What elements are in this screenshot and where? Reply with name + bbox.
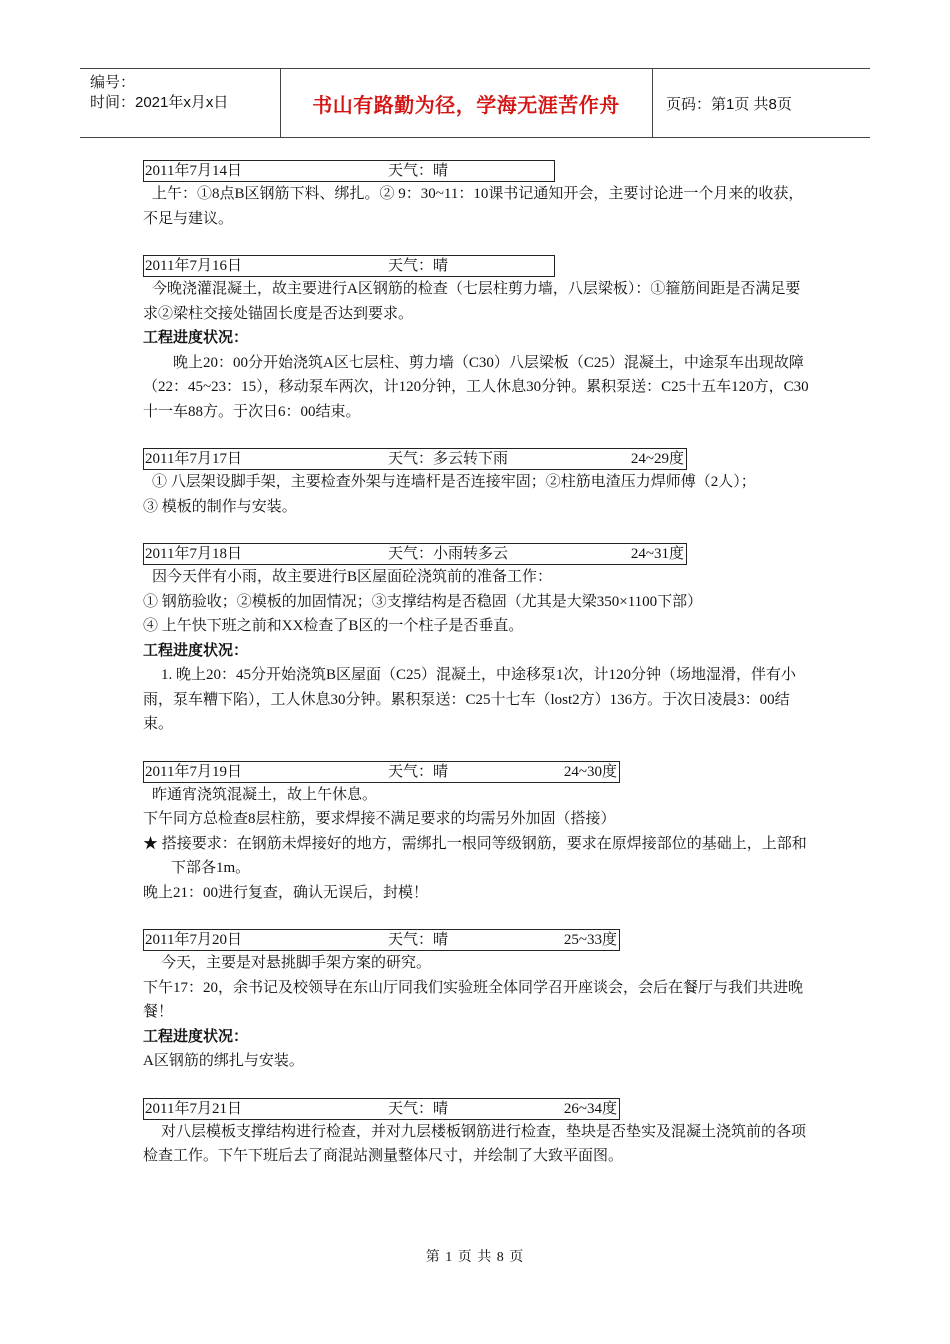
number-label: 编号： — [90, 74, 136, 91]
entry-temperature: 24~31度 — [630, 546, 684, 562]
header-meta — [90, 73, 228, 113]
entry-paragraph: ③ 模板的制作与安装。 — [143, 498, 297, 515]
entry-paragraph: 下午同方总检查8层柱筋，要求焊接不满足要求的均需另外加固（搭接） — [143, 811, 616, 827]
entry-temperature: 25~33度 — [563, 932, 617, 948]
entry-weather: 天气：晴 — [388, 258, 449, 274]
entry-temperature: 26~34度 — [563, 1100, 617, 1117]
entry-paragraph: 晚上20：00分开始浇筑A区七层柱、剪力墙（C30）八层梁板（C25）混凝土，中途泵车出现故障（22：45~23：15），移动泵车两次，计120分钟，工人休息30分钟。累积泵送：C25十五车120方，C30十一车88方。于次日6：00结束。 — [143, 354, 809, 420]
entry-paragraph: 晚上21：00进行复查，确认无误后，封模！ — [143, 884, 429, 901]
section-heading: 工程进度状况： — [143, 1027, 249, 1045]
entry-paragraph: A区钢筋的绑扎与安装。 — [143, 1053, 304, 1069]
entry-date-box — [143, 1098, 620, 1120]
entry-paragraph: 下午17：20，余书记及校领导在东山厅同我们实验班全体同学召开座谈会，会后在餐厅与我们共进晚餐！ — [143, 979, 804, 1020]
entry-date: 2011年7月18日 — [145, 546, 242, 562]
entry-weather: 天气：晴 — [388, 1100, 449, 1117]
entry-date-box — [143, 761, 620, 783]
time-label: 时间：2021年x月x日 — [90, 94, 229, 111]
entry-paragraph: 今晚浇灌混凝土，故主要进行A区钢筋的检查（七层柱剪力墙，八层梁板）：①箍筋间距是否满足要求②梁柱交接处锚固长度是否达到要求。 — [143, 281, 801, 322]
entry-date-box — [143, 448, 687, 470]
entry-paragraph: ★ 搭接要求：在钢筋未焊接好的地方，需绑扎一根同等级钢筋，要求在原焊接部位的基础上，上部和下部各1m。 — [143, 835, 807, 876]
entry-date-box — [143, 160, 555, 182]
entry-weather: 天气：晴 — [388, 932, 449, 948]
entry-temperature: 24~29度 — [630, 451, 684, 467]
header-divider — [652, 69, 653, 137]
entry-paragraph: 上午：①8点B区钢筋下料、绑扎。② 9：30~11：10课书记通知开会，主要讨论进一个月来的收获，不足与建议。 — [143, 186, 804, 227]
section-heading: 工程进度状况： — [143, 641, 249, 659]
entry-paragraph: 今天，主要是对悬挑脚手架方案的研究。 — [161, 955, 432, 971]
diary-content — [143, 160, 813, 1169]
entry-paragraph: 1. 晚上20：45分开始浇筑B区屋面（C25）混凝土，中途移泵1次，计120分钟（场地湿滑，伴有小雨，泵车糟下陷），工人休息30分钟。累积泵送：C25十七车（lost2方）136方。于次日凌晨3：00结束。 — [143, 667, 797, 732]
entry-date: 2011年7月14日 — [145, 163, 242, 179]
entry-weather: 天气：小雨转多云 — [388, 546, 509, 562]
entry-temperature: 24~30度 — [563, 763, 617, 780]
entry-paragraph: 昨通宵浇筑混凝土，故上午休息。 — [152, 786, 378, 803]
entry-paragraph: ① 八层架设脚手架，主要检查外架与连墙杆是否连接牢固；②柱筋电渣压力焊师傅（2人）； — [152, 474, 756, 490]
entry-date: 2011年7月21日 — [145, 1100, 242, 1117]
page-header — [80, 68, 870, 138]
entry-weather: 天气：晴 — [388, 763, 449, 780]
entry-date-box — [143, 929, 620, 951]
entry-date: 2011年7月20日 — [145, 932, 242, 948]
entry-weather: 天气：多云转下雨 — [388, 451, 509, 467]
section-heading: 工程进度状况： — [143, 329, 249, 346]
header-page-info: 页码：第1页 共8页 — [666, 95, 792, 113]
entry-date: 2011年7月19日 — [145, 763, 242, 780]
header-slogan: 书山有路勤为径，学海无涯苦作舟 — [312, 94, 620, 117]
entry-paragraph: ① 钢筋验收；②模板的加固情况；③支撑结构是否稳固（尤其是大梁350×1100下部） — [143, 593, 703, 610]
entry-paragraph: ④ 上午快下班之前和XX检查了B区的一个柱子是否垂直。 — [143, 618, 524, 634]
entry-paragraph: 对八层模板支撑结构进行检查，并对九层楼板钢筋进行检查，垫块是否垫实及混凝土浇筑前的各项检查工作。下午下班后去了商混站测量整体尺寸，并绘制了大致平面图。 — [143, 1123, 807, 1164]
entry-date-box — [143, 255, 555, 277]
entry-date: 2011年7月17日 — [145, 451, 242, 467]
page-footer: 第 1 页 共 8 页 — [425, 1250, 525, 1265]
entry-date: 2011年7月16日 — [145, 258, 242, 274]
entry-paragraph: 因今天伴有小雨，故主要进行B区屋面砼浇筑前的准备工作： — [152, 569, 553, 585]
entry-date-box — [143, 543, 687, 565]
entry-weather: 天气：晴 — [388, 163, 449, 179]
